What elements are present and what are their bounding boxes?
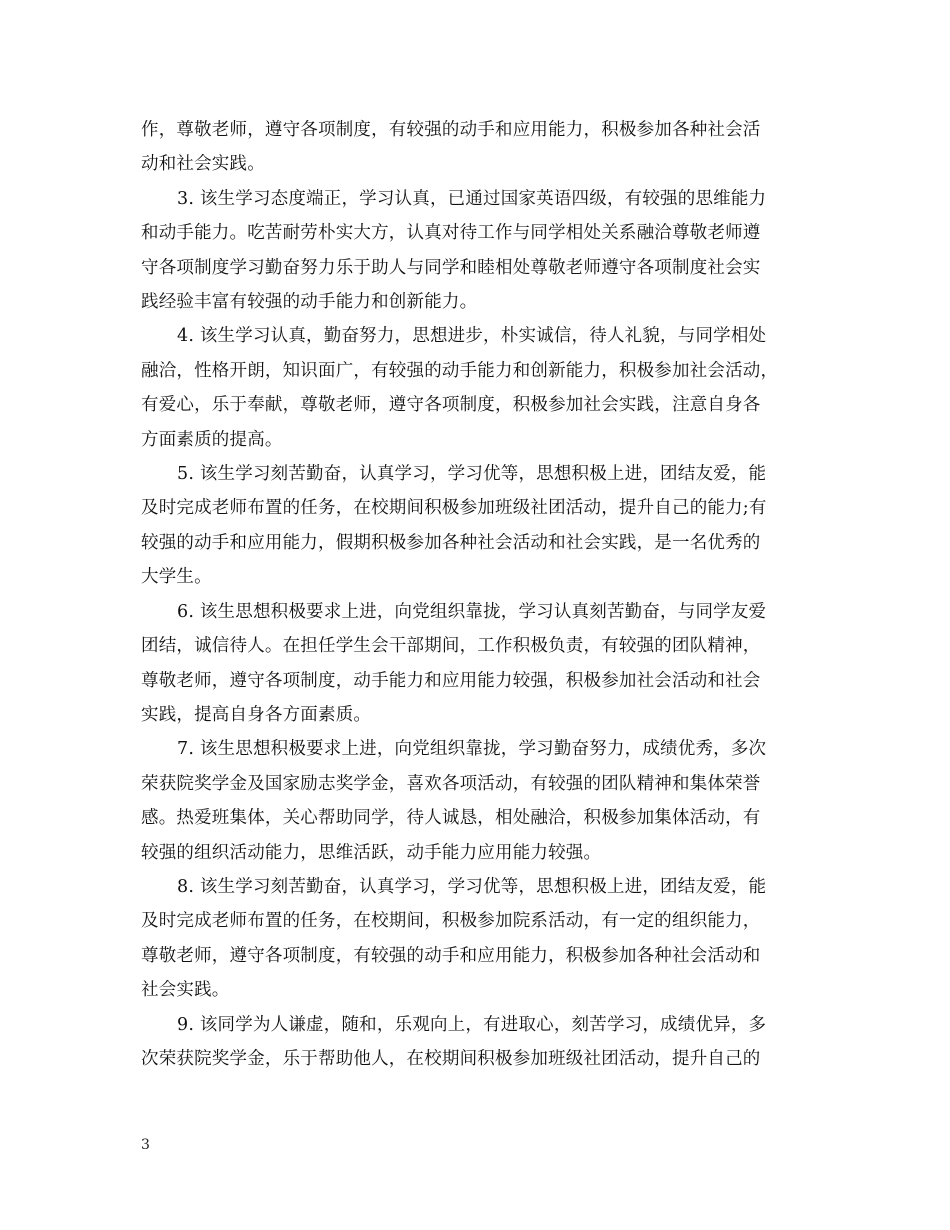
text-line: 5. 该生学习刻苦勤奋，认真学习，学习优等，思想积极上进，团结友爱，能 bbox=[177, 464, 767, 485]
text-line: 团结，诚信待人。在担任学生会干部期间，工作积极负责，有较强的团队精神， bbox=[141, 636, 761, 657]
text-line: 荣获院奖学金及国家励志奖学金，喜欢各项活动，有较强的团队精神和集体荣誉 bbox=[141, 773, 761, 794]
paragraph bbox=[141, 870, 811, 1008]
text-line: 方面素质的提高。 bbox=[141, 429, 283, 450]
paragraph bbox=[141, 1008, 811, 1077]
text-line: 动和社会实践。 bbox=[141, 154, 265, 175]
text-line: 大学生。 bbox=[141, 567, 212, 588]
text-line: 及时完成老师布置的任务，在校期间积极参加班级社团活动，提升自己的能力;有 bbox=[141, 498, 767, 519]
paragraph bbox=[141, 595, 811, 733]
text-line: 尊敬老师，遵守各项制度，动手能力和应用能力较强，积极参加社会活动和社会 bbox=[141, 670, 761, 691]
text-line: 实践，提高自身各方面素质。 bbox=[141, 704, 372, 725]
text-line: 作，尊敬老师，遵守各项制度，有较强的动手和应用能力，积极参加各种社会活 bbox=[141, 120, 761, 140]
text-line: 感。热爱班集体，关心帮助同学，待人诚恳，相处融洽，积极参加集体活动，有 bbox=[141, 808, 761, 829]
text-line: 次荣获院奖学金，乐于帮助他人，在校期间积极参加班级社团活动，提升自己的 bbox=[141, 1048, 761, 1069]
page-number: 3 bbox=[141, 1137, 150, 1153]
text-line: 融洽，性格开朗，知识面广，有较强的动手能力和创新能力，积极参加社会活动， bbox=[141, 360, 779, 381]
document-body bbox=[141, 113, 811, 1076]
text-line: 守各项制度学习勤奋努力乐于助人与同学和睦相处尊敬老师遵守各项制度社会实 bbox=[141, 257, 761, 278]
text-line: 8. 该生学习刻苦勤奋，认真学习，学习优等，思想积极上进，团结友爱，能 bbox=[177, 876, 767, 897]
text-line: 较强的组织活动能力，思维活跃，动手能力应用能力较强。 bbox=[141, 842, 602, 863]
text-line: 4. 该生学习认真，勤奋努力，思想进步，朴实诚信，待人礼貌，与同学相处 bbox=[177, 326, 767, 347]
text-line: 社会实践。 bbox=[141, 980, 230, 1001]
text-line: 3. 该生学习态度端正，学习认真，已通过国家英语四级，有较强的思维能力 bbox=[177, 188, 767, 209]
paragraph bbox=[141, 457, 811, 595]
text-line: 践经验丰富有较强的动手能力和创新能力。 bbox=[141, 292, 478, 313]
text-line: 较强的动手和应用能力，假期积极参加各种社会活动和社会实践，是一名优秀的 bbox=[141, 532, 761, 553]
text-line: 和动手能力。吃苦耐劳朴实大方，认真对待工作与同学相处关系融洽尊敬老师遵 bbox=[141, 223, 761, 244]
text-line: 及时完成老师布置的任务，在校期间，积极参加院系活动，有一定的组织能力， bbox=[141, 911, 761, 932]
paragraph bbox=[141, 732, 811, 870]
text-line: 有爱心，乐于奉献，尊敬老师，遵守各项制度，积极参加社会实践，注意自身各 bbox=[141, 395, 761, 416]
paragraph bbox=[141, 319, 811, 457]
paragraph bbox=[141, 113, 811, 182]
text-line: 7. 该生思想积极要求上进，向党组织靠拢，学习勤奋努力，成绩优秀，多次 bbox=[177, 739, 767, 760]
paragraph bbox=[141, 182, 811, 320]
text-line: 6. 该生思想积极要求上进，向党组织靠拢，学习认真刻苦勤奋，与同学友爱 bbox=[177, 601, 767, 622]
text-line: 尊敬老师，遵守各项制度，有较强的动手和应用能力，积极参加各种社会活动和 bbox=[141, 945, 761, 966]
text-line: 9. 该同学为人谦虚，随和，乐观向上，有进取心，刻苦学习，成绩优异，多 bbox=[177, 1014, 767, 1035]
